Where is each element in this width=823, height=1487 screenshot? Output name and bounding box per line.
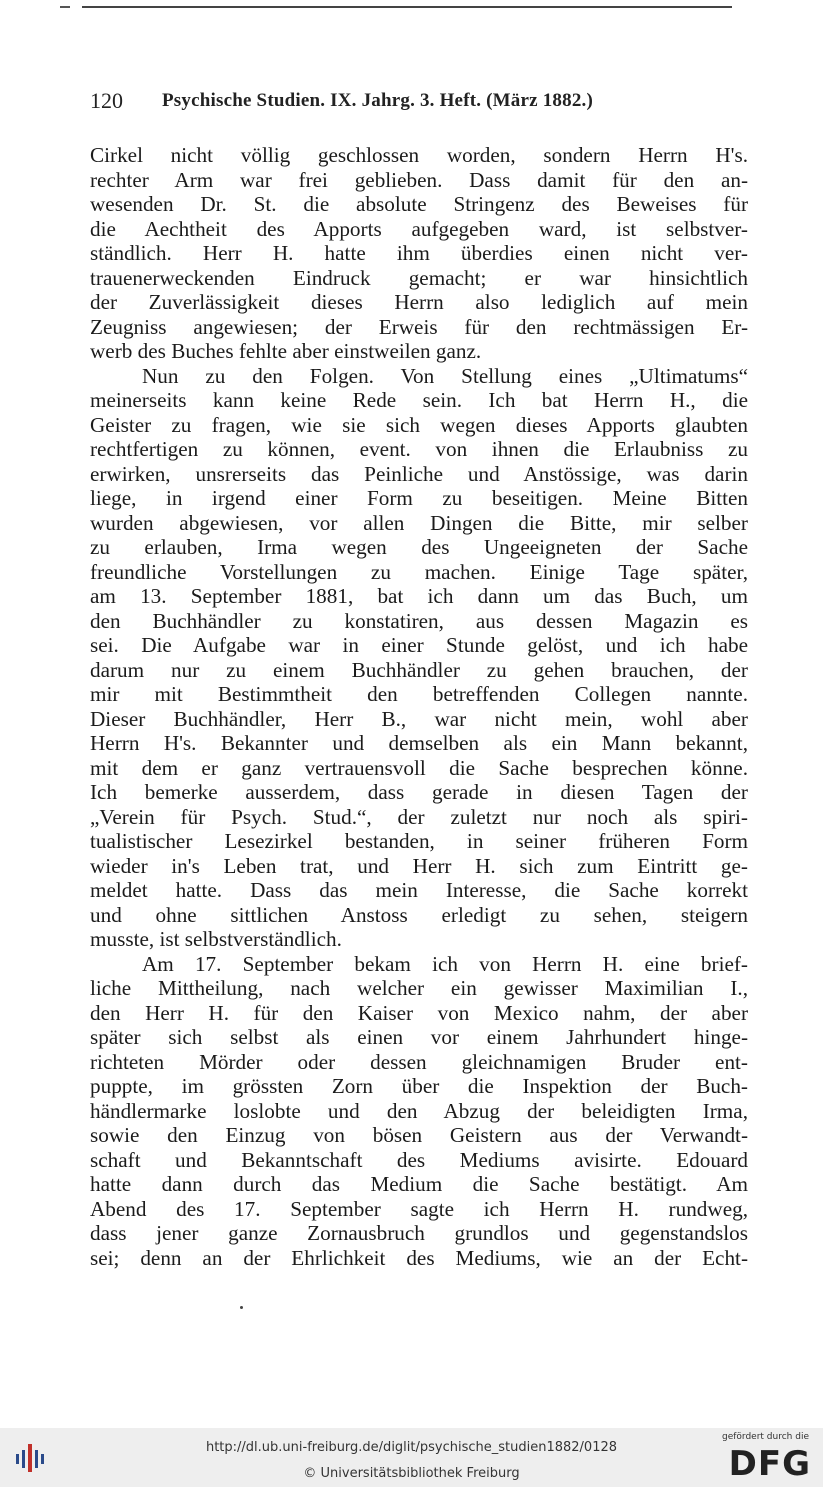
text-line: wurden abgewiesen, vor allen Dingen die Bitte, mir selber <box>90 510 748 535</box>
page-body <box>90 143 748 1270</box>
top-rule <box>82 6 732 8</box>
text-line: mir mit Bestimmtheit den betreffenden Collegen nannte. <box>90 682 748 706</box>
text-line: wesenden Dr. St. die absolute Stringenz des Beweises für <box>90 192 748 216</box>
text-line: die Aechtheit des Apports aufgegeben ward, ist selbstver- <box>90 216 748 241</box>
text-line: ständlich. Herr H. hatte ihm überdies einen nicht ver- <box>90 241 748 265</box>
footer-bar <box>0 1428 823 1487</box>
running-header <box>90 86 740 118</box>
text-line: werb des Buches fehlte aber einstweilen ganz. <box>90 339 482 363</box>
text-line: Nun zu den Folgen. Von Stellung eines „Ultimatums“ <box>142 363 748 388</box>
text-line: rechtfertigen zu können, event. von ihnen die Erlaubniss zu <box>90 437 748 461</box>
text-line: hatte dann durch das Medium die Sache bestätigt. Am <box>90 1172 748 1196</box>
running-title: Psychische Studien. IX. Jahrg. 3. Heft. (März 1882.) <box>162 90 593 111</box>
text-line: am 13. September 1881, bat ich dann um das Buch, um <box>90 584 748 608</box>
copyright-text: © Universitätsbibliothek Freiburg <box>303 1466 520 1481</box>
text-line: sei; denn an der Ehrlichkeit des Mediums, wie an der Echt- <box>90 1245 748 1270</box>
top-rule-short <box>60 6 70 8</box>
text-line: zu erlauben, Irma wegen des Ungeeigneten der Sache <box>90 535 748 559</box>
text-line: der Zuverlässigkeit dieses Herrn also lediglich auf mein <box>90 290 748 314</box>
text-line: tualistischer Lesezirkel bestanden, in seiner früheren Form <box>90 829 748 853</box>
source-url[interactable]: http://dl.ub.uni-freiburg.de/diglit/psychische_studien1882/0128 <box>205 1440 618 1455</box>
ink-speck <box>240 1306 243 1309</box>
text-line: sowie den Einzug von bösen Geistern aus der Verwandt- <box>90 1123 748 1147</box>
text-line: Ich bemerke ausserdem, dass gerade in diesen Tagen der <box>90 780 748 804</box>
text-line: mit dem er ganz vertrauensvoll die Sache besprechen könne. <box>90 755 748 780</box>
page-number: 120 <box>90 88 123 113</box>
text-line: darum nur zu einem Buchhändler zu gehen brauchen, der <box>90 657 748 682</box>
text-line: richteten Mörder oder dessen gleichnamigen Bruder ent- <box>90 1049 748 1074</box>
text-line: Herrn H's. Bekannter und demselben als ein Mann bekannt, <box>90 731 748 755</box>
dfg-logo: DFG <box>728 1444 811 1484</box>
text-line: später sich selbst als einen vor einem Jahrhundert hinge- <box>90 1025 748 1049</box>
text-line: Zeugniss angewiesen; der Erweis für den rechtmässigen Er- <box>90 314 748 339</box>
text-line: schaft und Bekanntschaft des Mediums avisirte. Edouard <box>90 1147 748 1172</box>
text-line: rechter Arm war frei geblieben. Dass damit für den an- <box>90 167 748 192</box>
dfg-funding-label: gefördert durch die <box>722 1432 809 1442</box>
text-line: Geister zu fragen, wie sie sich wegen dieses Apports glaubten <box>90 412 748 437</box>
text-line: meinerseits kann keine Rede sein. Ich bat Herrn H., die <box>90 388 748 412</box>
text-line: Abend des 17. September sagte ich Herrn H. rundweg, <box>90 1196 748 1221</box>
text-line: freundliche Vorstellungen zu machen. Einige Tage später, <box>90 559 748 584</box>
text-line: dass jener ganze Zornausbruch grundlos und gegenstandslos <box>90 1221 748 1245</box>
text-line: trauenerweckenden Eindruck gemacht; er war hinsichtlich <box>90 265 748 290</box>
text-line: musste, ist selbstverständlich. <box>90 927 342 951</box>
text-line: wieder in's Leben trat, und Herr H. sich zum Eintritt ge- <box>90 853 748 878</box>
text-line: händlermarke loslobte und den Abzug der beleidigten Irma, <box>90 1098 748 1123</box>
text-line: puppte, im grössten Zorn über die Inspektion der Buch- <box>90 1074 748 1098</box>
text-line: liege, in irgend einer Form zu beseitigen. Meine Bitten <box>90 486 748 510</box>
text-line: und ohne sittlichen Anstoss erledigt zu sehen, steigern <box>90 902 748 927</box>
text-line: Am 17. September bekam ich von Herrn H. eine brief- <box>142 951 748 976</box>
text-line: Cirkel nicht völlig geschlossen worden, sondern Herrn H's. <box>90 143 748 167</box>
text-line: liche Mittheilung, nach welcher ein gewisser Maximilian I., <box>90 976 748 1000</box>
text-line: meldet hatte. Dass das mein Interesse, die Sache korrekt <box>90 878 748 902</box>
text-line: den Buchhändler zu konstatiren, aus dessen Magazin es <box>90 608 748 633</box>
text-line: sei. Die Aufgabe war in einer Stunde gelöst, und ich habe <box>90 633 748 657</box>
text-line: Dieser Buchhändler, Herr B., war nicht mein, wohl aber <box>90 706 748 731</box>
text-line: erwirken, unsrerseits das Peinliche und Anstössige, was darin <box>90 461 748 486</box>
text-line: „Verein für Psych. Stud.“, der zuletzt nur noch als spiri- <box>90 804 748 829</box>
text-line: den Herr H. für den Kaiser von Mexico nahm, der aber <box>90 1000 748 1025</box>
